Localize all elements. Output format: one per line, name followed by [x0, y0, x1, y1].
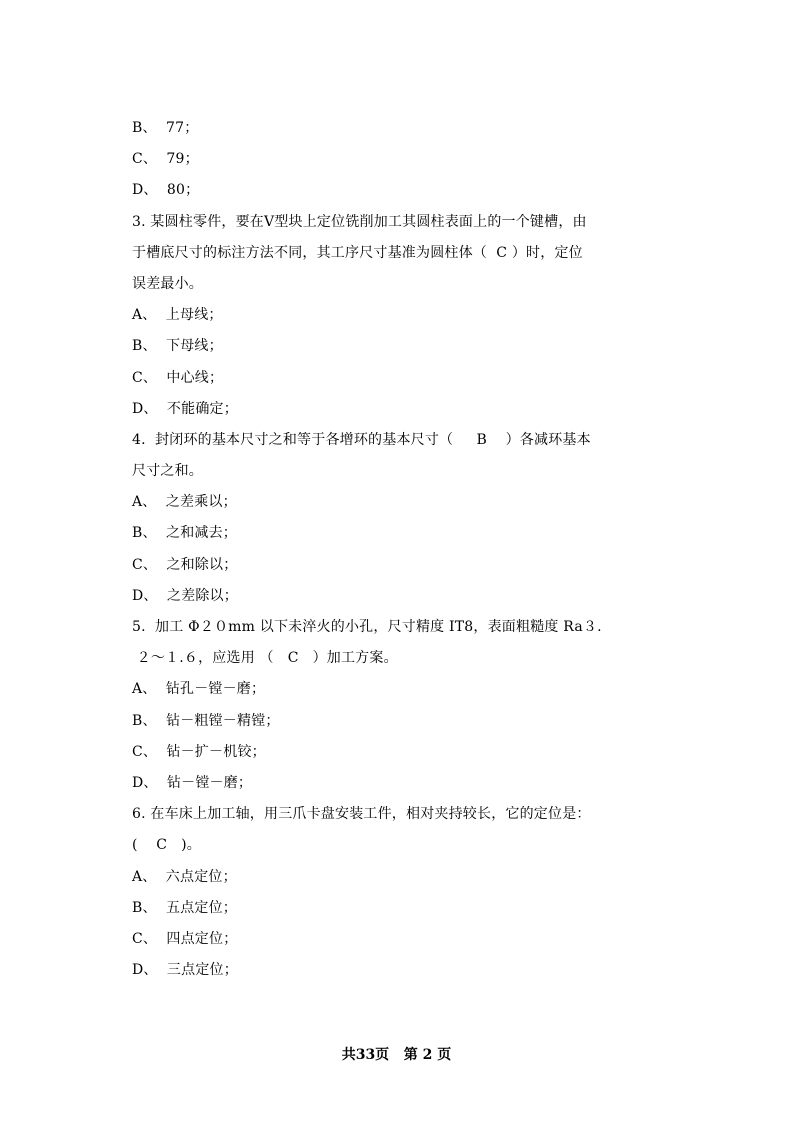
option-c: C、 之和除以；: [132, 556, 238, 573]
page-footer: 共33页 第 2 页: [341, 1047, 452, 1063]
question-4-line-1: 4. 封闭环的基本尺寸之和等于各增环的基本尺寸（ B ）各减环基本: [132, 431, 591, 448]
option-c: C、 钻－扩－机铰；: [132, 743, 266, 760]
option-d: D、 之差除以；: [132, 587, 238, 604]
option-b: B、 五点定位；: [132, 899, 237, 916]
option-d: D、 80；: [132, 182, 200, 199]
option-d: D、 钻－镗－磨；: [132, 774, 253, 791]
question-5-line-2: ２～１.６，应选用 （ C ）加工方案。: [132, 650, 398, 667]
option-a: A、 上母线；: [132, 307, 223, 324]
question-3-line-1: 3. 某圆柱零件，要在V型块上定位铣削加工其圆柱表面上的一个键槽，由: [132, 213, 587, 230]
option-b: B、 77；: [132, 120, 199, 136]
question-4-line-2: 尺寸之和。: [132, 463, 203, 480]
option-c: C、 中心线；: [132, 369, 224, 386]
question-5-line-1: 5. 加工 Φ２０mm 以下未淬火的小孔，尺寸精度 IT8，表面粗糙度 Ra３.: [132, 619, 602, 635]
option-d: D、 三点定位；: [132, 962, 238, 979]
option-b: B、 下母线；: [132, 338, 223, 355]
question-6-line-1: 6. 在车床上加工轴，用三爪卡盘安装工件，相对夹持较长，它的定位是：: [132, 806, 591, 823]
option-c: C、 四点定位；: [132, 930, 238, 947]
question-3-line-2: 于槽底尺寸的标注方法不同，其工序尺寸基准为圆柱体（ C ）时，定位: [132, 244, 583, 261]
option-b: B、 之和减去；: [132, 525, 237, 542]
option-c: C、 79；: [132, 151, 199, 168]
option-b: B、 钻－粗镗－精镗；: [132, 712, 280, 729]
question-6-line-2: ( C )。: [132, 837, 201, 854]
option-a: A、 六点定位；: [132, 868, 237, 885]
question-text: [132, 113, 662, 986]
option-a: A、 钻孔－镗－磨；: [132, 681, 266, 698]
option-a: A、 之差乘以；: [132, 494, 237, 511]
option-d: D、 不能确定；: [132, 400, 238, 417]
question-3-line-3: 误差最小。: [132, 275, 203, 292]
